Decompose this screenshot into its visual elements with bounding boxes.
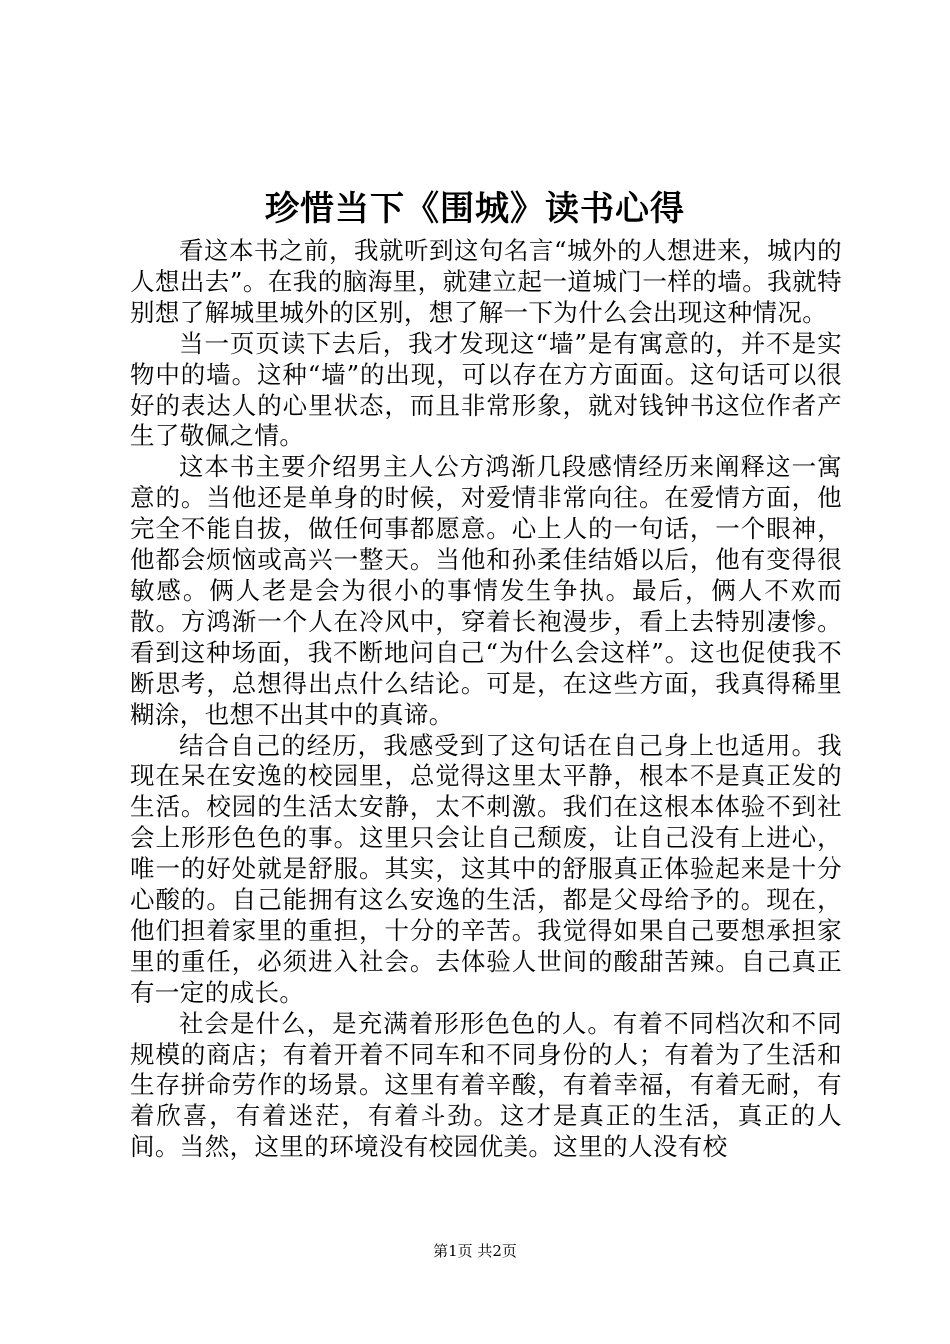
paragraph-1: 看这本书之前，我就听到这句名言“城外的人想进来，城内的人想出去”。在我的脑海里，就建立起一道城门一样的墙。我就特别想了解城里城外的区别，想了解一下为什么会出现这种情况。 (130, 236, 842, 327)
paragraph-3: 这本书主要介绍男主人公方鸿渐几段感情经历来阐释这一寓意的。当他还是单身的时候，对爱情非常向往。在爱情方面，他完全不能自拔，做任何事都愿意。心上人的一句话，一个眼神，他都会烦恼或高兴一整天。当他和孙柔佳结婚以后，他有变得很敏感。俩人老是会为很小的事情发生争执。最后，俩人不欢而散。方鸿渐一个人在冷风中，穿着长袍漫步，看上去特别凄惨。看到这种场面，我不断地问自己“为什么会这样”。这也促使我不断思考，总想得出点什么结论。可是，在这些方面，我真得稀里糊涂，也想不出其中的真谛。 (130, 452, 842, 729)
article-body (130, 236, 842, 1163)
page-footer: 第1页 共2页 (433, 1242, 517, 1260)
page-title: 珍惜当下《围城》读书心得 (265, 189, 685, 229)
paragraph-4: 结合自己的经历，我感受到了这句话在自己身上也适用。我现在呆在安逸的校园里，总觉得这里太平静，根本不是真正发的生活。校园的生活太安静，太不刺激。我们在这根本体验不到社会上形形色色的事。这里只会让自己颓废，让自己没有上进心，唯一的好处就是舒服。其实，这其中的舒服真正体验起来是十分心酸的。自己能拥有这么安逸的生活，都是父母给予的。现在，他们担着家里的重担，十分的辛苦。我觉得如果自己要想承担家里的重任，必须进入社会。去体验人世间的酸甜苦辣。自己真正有一定的成长。 (130, 730, 842, 1007)
paragraph-2: 当一页页读下去后，我才发现这“墙”是有寓意的，并不是实物中的墙。这种“墙”的出现，可以存在方方面面。这句话可以很好的表达人的心里状态，而且非常形象，就对钱钟书这位作者产生了敬佩之情。 (130, 328, 842, 451)
paragraph-5: 社会是什么，是充满着形形色色的人。有着不同档次和不同规模的商店；有着开着不同车和不同身份的人；有着为了生活和生存拼命劳作的场景。这里有着辛酸，有着幸福，有着无耐，有着欣喜，有着迷茫，有着斗劲。这才是真正的生活，真正的人间。当然，这里的环境没有校园优美。这里的人没有校 (130, 1008, 842, 1162)
